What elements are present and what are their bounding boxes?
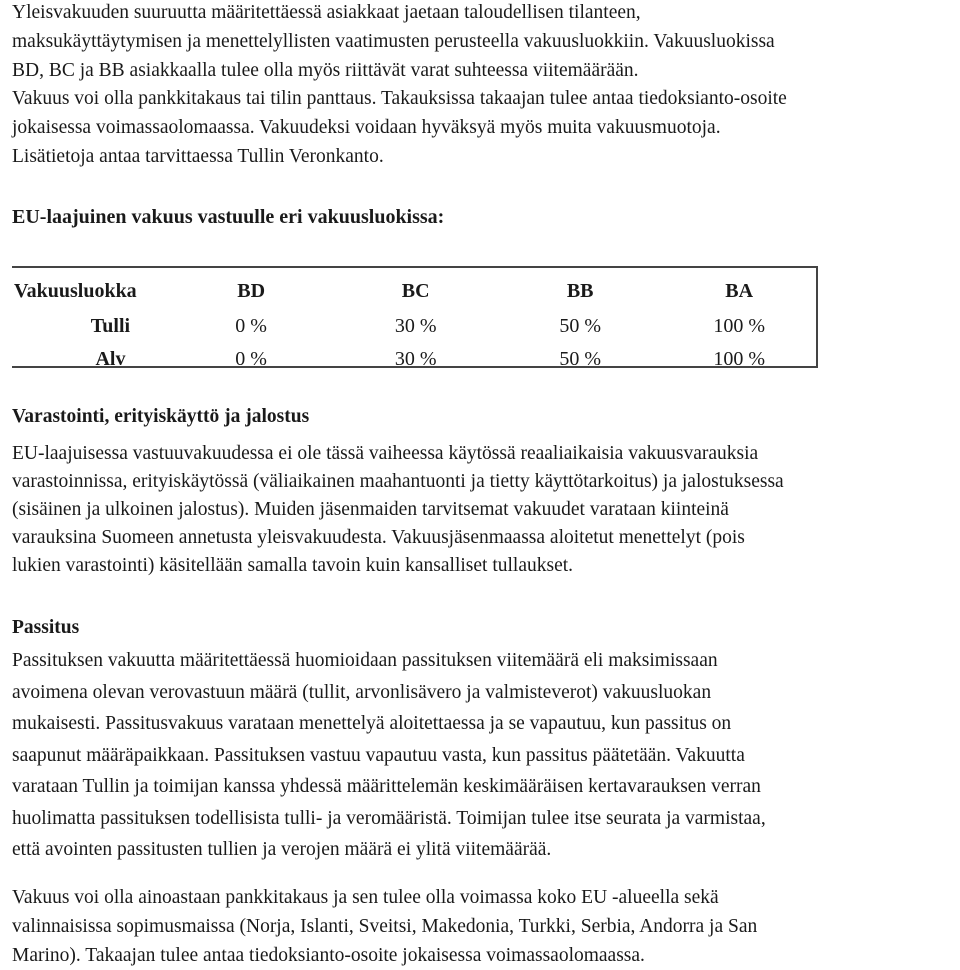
text-line: EU-laajuisessa vastuuvakuudessa ei ole tässä vaiheessa käytössä reaaliaikaisia vakuusvarauksia xyxy=(12,443,759,464)
text-line: saapunut määräpaikkaan. Passituksen vastuu vapautuu vasta, kun passitus päätetään. Vakuutta xyxy=(12,744,745,766)
text-line: mukaisesti. Passitusvakuus varataan menettelyä aloitettaessa ja se vapautuu, kun passitus on xyxy=(12,713,732,734)
text-line: Vakuus voi olla pankkitakaus tai tilin panttaus. Takauksissa takaajan tulee antaa tiedoksianto-osoite xyxy=(12,88,787,109)
guarantee-paragraph xyxy=(12,84,787,171)
text-line: Lisätietoja antaa tarvittaessa Tullin Veronkanto. xyxy=(12,146,384,167)
storage-paragraph xyxy=(12,440,784,580)
table-header-row xyxy=(12,268,816,310)
text-line: valinnaisissa sopimusmaissa (Norja, Islanti, Sveitsi, Makedonia, Turkki, Serbia, Andorra ja San xyxy=(12,916,758,937)
text-line: lukien varastointi) käsitellään samalla tavoin kuin kansalliset tullaukset. xyxy=(12,555,574,576)
text-line: Passituksen vakuutta määritettäessä huomioidaan passituksen viitemäärä eli maksimissaan xyxy=(12,650,718,671)
header-cell: BB xyxy=(566,279,594,302)
table-row xyxy=(12,310,816,343)
table-row xyxy=(12,343,816,376)
text-line: että avointen passitusten tullien ja verojen määrä ei ylitä viitemäärää. xyxy=(12,839,552,860)
text-line: huolimatta passituksen todellisista tulli- ja veromääristä. Toimijan tulee itse seurata ja varmistaa, xyxy=(12,807,766,829)
text-line: varauksina Suomeen annetusta yleisvakuudesta. Vakuusjäsenmaassa aloitetut menettelyt (pois xyxy=(12,527,745,548)
text-line: varastoinnissa, erityiskäytössä (väliaikainen maahantuonti ja tietty käyttötarkoitus) ja jalostuksessa xyxy=(12,471,784,492)
transit-guarantee-paragraph xyxy=(12,883,757,970)
table-heading: EU-laajuinen vakuus vastuulle eri vakuusluokissa: xyxy=(12,206,445,228)
text-line: BD, BC ja BB asiakkaalla tulee olla myös riittävät varat suhteessa viitemäärään. xyxy=(12,60,639,81)
header-cell: BD xyxy=(237,279,266,302)
transit-heading: Passitus xyxy=(12,617,80,638)
transit-paragraph xyxy=(12,645,766,866)
table-cell: 30 % xyxy=(394,348,437,370)
header-cell: Vakuusluokka xyxy=(14,279,137,302)
guarantee-class-grid xyxy=(12,268,816,376)
header-cell: BA xyxy=(725,279,754,302)
text-line: Yleisvakuuden suuruutta määritettäessä asiakkaat jaetaan taloudellisen tilanteen, xyxy=(12,2,641,23)
table-cell: 50 % xyxy=(559,348,601,370)
table-cell: 0 % xyxy=(235,315,267,337)
text-line: Vakuus voi olla ainoastaan pankkitakaus ja sen tulee olla voimassa koko EU -alueella sekä xyxy=(12,887,719,908)
row-label-cell: Alv xyxy=(95,348,126,370)
text-line: (sisäinen ja ulkoinen jalostus). Muiden jäsenmaiden tarvitsemat vakuudet varataan kiinteinä xyxy=(12,499,729,520)
text-line: varataan Tullin ja toimijan kanssa yhdessä määrittelemän keskimääräisen kertavarauksen verran xyxy=(12,776,761,797)
table-cell: 100 % xyxy=(713,348,766,370)
text-line: avoimena olevan verovastuun määrä (tullit, arvonlisävero ja valmisteverot) vakuusluokan xyxy=(12,681,712,703)
intro-paragraph xyxy=(12,0,775,85)
table-cell: 50 % xyxy=(559,315,601,337)
row-label-cell: Tulli xyxy=(90,315,131,337)
text-line: jokaisessa voimassaolomaassa. Vakuudeksi voidaan hyväksyä myös muita vakuusmuotoja. xyxy=(12,117,721,138)
guarantee-class-table xyxy=(12,266,818,368)
table-cell: 100 % xyxy=(713,315,766,337)
storage-heading: Varastointi, erityiskäyttö ja jalostus xyxy=(12,406,310,427)
text-line: Marino). Takaajan tulee antaa tiedoksianto-osoite jokaisessa voimassaolomaassa. xyxy=(12,945,645,966)
table-cell: 0 % xyxy=(235,348,267,370)
header-cell: BC xyxy=(401,279,430,302)
table-cell: 30 % xyxy=(394,315,437,337)
text-line: maksukäyttäytymisen ja menettelyllisten vaatimusten perusteella vakuusluokkiin. Vakuusluokissa xyxy=(12,31,775,52)
